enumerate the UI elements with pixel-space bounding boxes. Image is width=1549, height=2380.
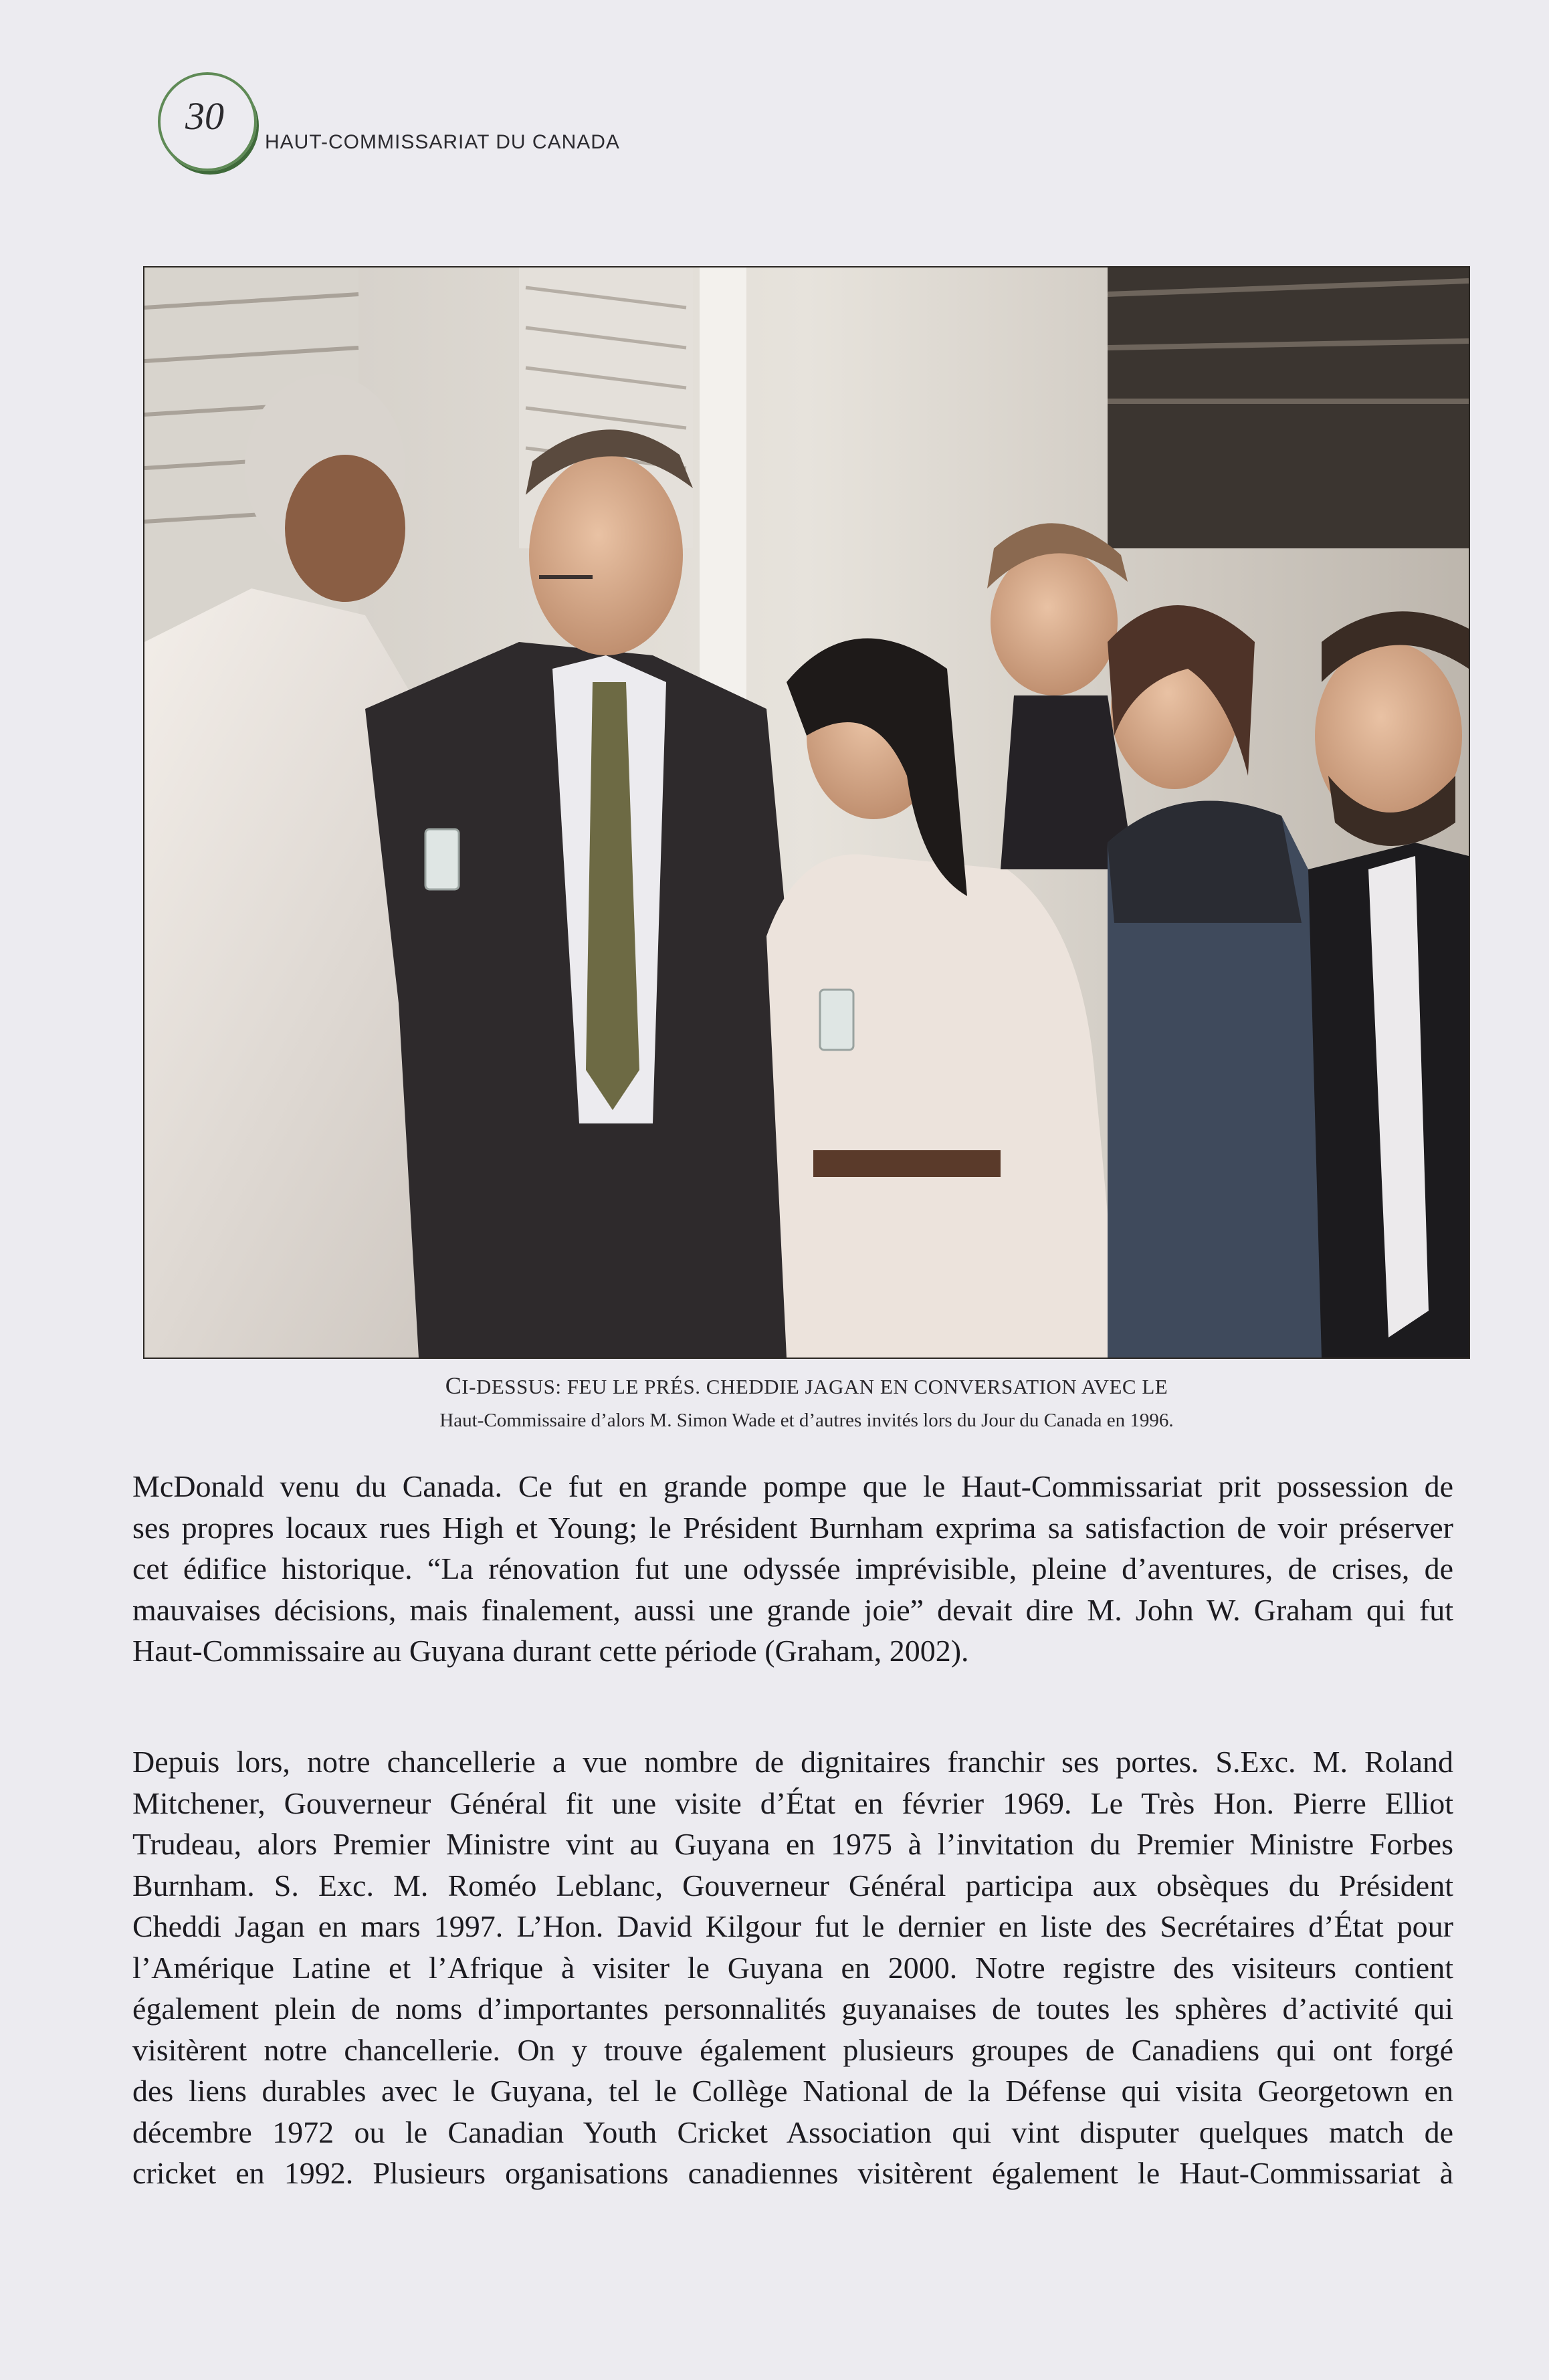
photo-caption: [144, 1371, 1469, 1435]
paragraph-line: décembre 1972 ou le Canadian Youth Cricket Association qui vint disputer quelques match de: [132, 2115, 1453, 2149]
paragraph-line: des liens durables avec le Guyana, tel le Collège National de la Défense qui visita Georgetown en: [132, 2074, 1453, 2108]
paragraph-line: également plein de noms d’importantes personnalités guyanaises de toutes les sphères d’activité qui: [132, 1991, 1453, 2026]
page-header: [158, 72, 1094, 193]
paragraph-line: Burnham. S. Exc. M. Roméo Leblanc, Gouverneur Général participa aux obsèques du Président: [132, 1868, 1453, 1903]
paragraph-line: Trudeau, alors Premier Ministre vint au Guyana en 1975 à l’invitation du Premier Ministre Forbes: [132, 1827, 1453, 1861]
page-number: 30: [185, 94, 224, 138]
caption-line-1: [144, 1371, 1469, 1402]
caption-line-1-text: I-DESSUS: FEU LE PRÉS. CHEDDIE JAGAN EN CONVERSATION AVEC LE: [461, 1375, 1168, 1398]
paragraph-line: Haut-Commissaire au Guyana durant cette période (Graham, 2002).: [132, 1634, 969, 1668]
paragraph-line: Cheddi Jagan en mars 1997. L’Hon. David Kilgour fut le dernier en liste des Secrétaires d’État pour: [132, 1909, 1453, 1943]
paragraph-2: [132, 1741, 1453, 2194]
paragraph-1: [132, 1466, 1453, 1672]
caption-line-2: Haut-Commissaire d’alors M. Simon Wade et d’autres invités lors du Jour du Canada en 1996.: [439, 1410, 1174, 1431]
paragraph-line: Mitchener, Gouverneur Général fit une visite d’État en février 1969. Le Très Hon. Pierre Elliot: [132, 1786, 1453, 1820]
paragraph-line: mauvaises décisions, mais finalement, aussi une grande joie” devait dire M. John W. Graham qui fut: [132, 1592, 1453, 1627]
paragraph-line: ses propres locaux rues High et Young; le Président Burnham exprima sa satisfaction de voir préserver: [132, 1510, 1453, 1545]
paragraph-line: cet édifice historique. “La rénovation fut une odyssée imprévisible, pleine d’aventures, de crises, de: [132, 1551, 1453, 1586]
caption-initial: C: [445, 1372, 462, 1399]
running-head: HAUT-COMMISSARIAT DU CANADA: [265, 131, 620, 153]
paragraph-line: McDonald venu du Canada. Ce fut en grande pompe que le Haut-Commissariat prit possession de: [132, 1469, 1453, 1503]
group-photo-icon: [144, 267, 1469, 1358]
paragraph-line: cricket en 1992. Plusieurs organisations canadiennes visitèrent également le Haut-Commissariat à: [132, 2156, 1453, 2190]
paragraph-line: visitèrent notre chancellerie. On y trouve également plusieurs groupes de Canadiens qui ont forgé: [132, 2032, 1453, 2067]
paragraph-line: Depuis lors, notre chancellerie a vue nombre de dignitaires franchir ses portes. S.Exc. M. Roland: [132, 1745, 1453, 1779]
group-photo: [144, 267, 1469, 1358]
paragraph-line: l’Amérique Latine et l’Afrique à visiter le Guyana en 2000. Notre registre des visiteurs contient: [132, 1950, 1453, 1985]
